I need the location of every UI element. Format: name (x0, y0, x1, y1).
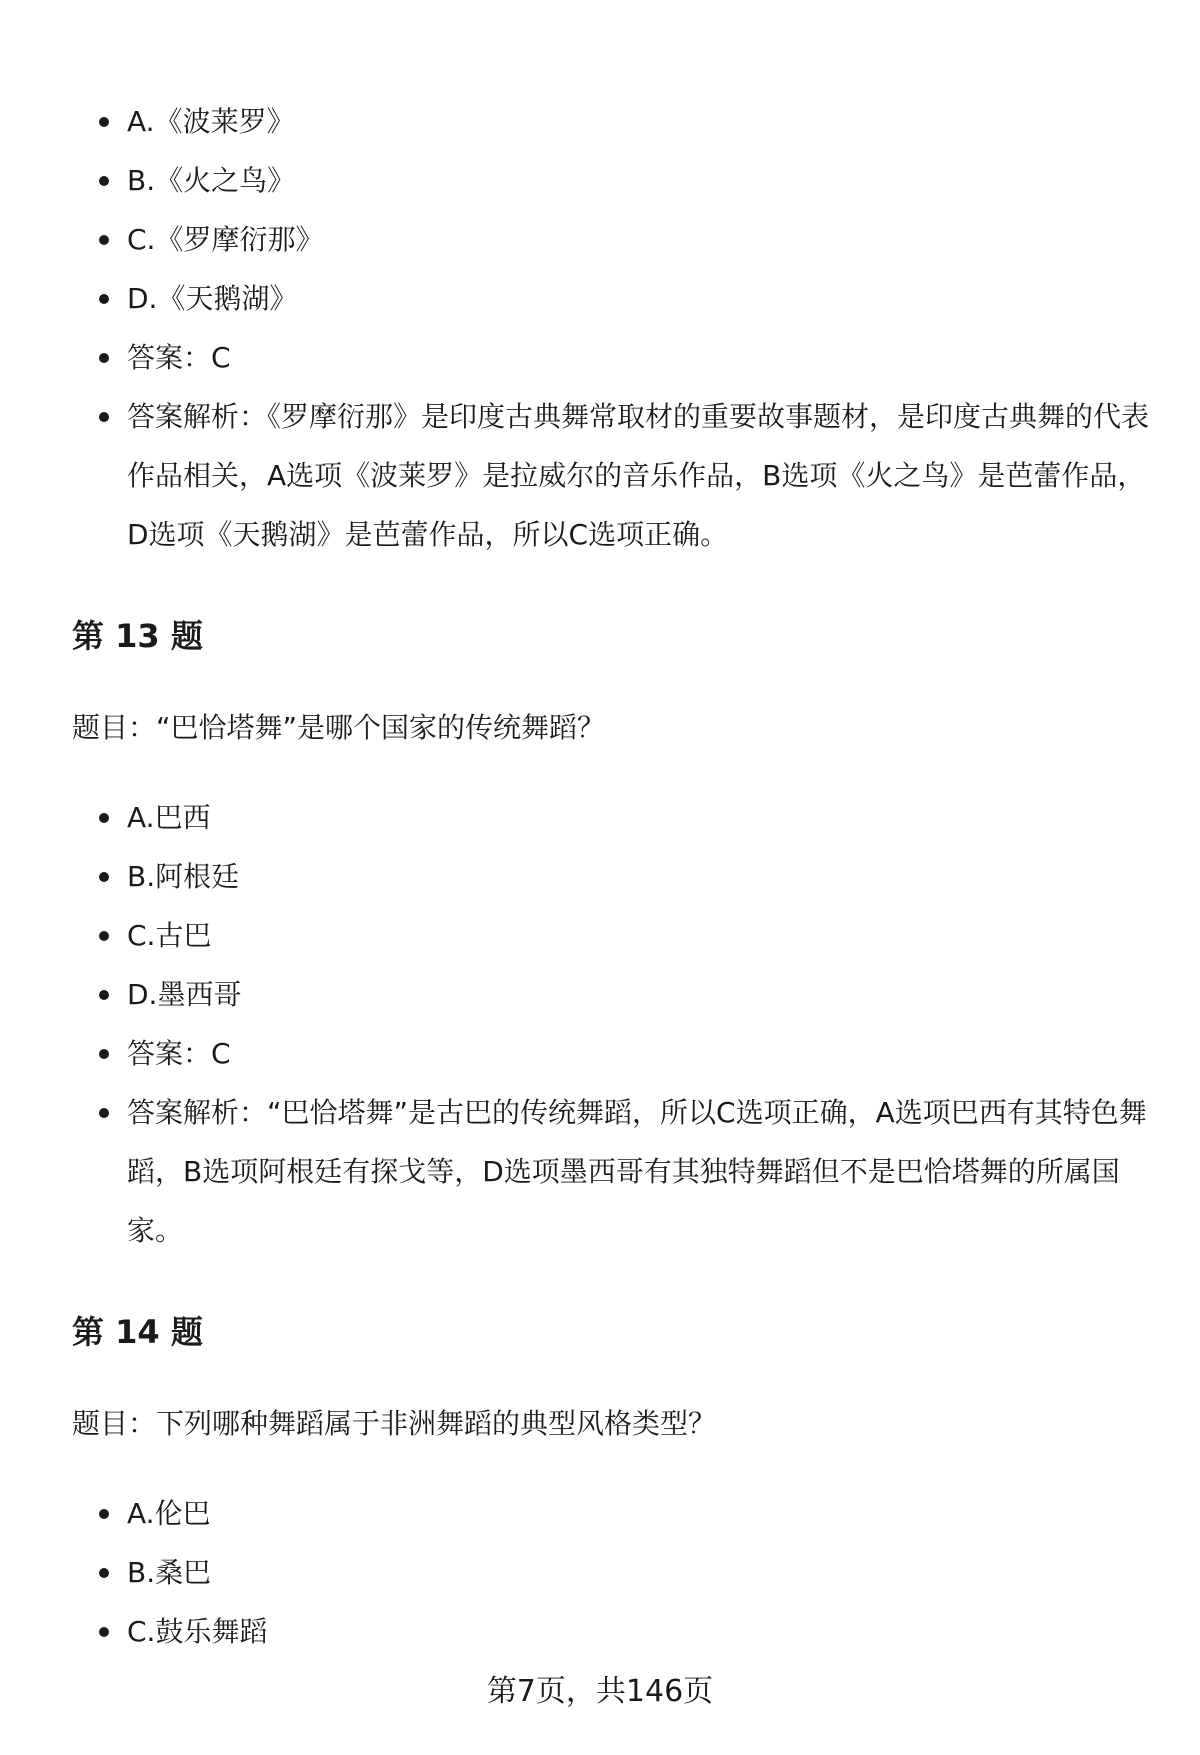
q12-option-c: C.《罗摩衍那》 (72, 210, 1152, 269)
q13-explanation: 答案解析：“巴恰塔舞”是古巴的传统舞蹈，所以C选项正确，A选项巴西有其特色舞蹈，B选项阿根廷有探戈等，D选项墨西哥有其独特舞蹈但不是巴恰塔舞的所属国家。 (72, 1083, 1152, 1260)
q12-answer: 答案：C (72, 328, 1152, 387)
q14-heading: 第 14 题 (72, 1313, 203, 1351)
q13-option-b: B.阿根廷 (72, 847, 1152, 906)
q13-option-c: C.古巴 (72, 906, 1152, 965)
q12-explanation: 答案解析：《罗摩衍那》是印度古典舞常取材的重要故事题材，是印度古典舞的代表作品相关，A选项《波莱罗》是拉威尔的音乐作品，B选项《火之鸟》是芭蕾作品，D选项《天鹅湖》是芭蕾作品，所以C选项正确。 (72, 387, 1152, 564)
page-content (72, 92, 1152, 1661)
q14-question: 题目：下列哪种舞蹈属于非洲舞蹈的典型风格类型？ (72, 1407, 717, 1440)
q14-option-b: B.桑巴 (72, 1543, 1152, 1602)
q13-answer: 答案：C (72, 1024, 1152, 1083)
page-number-footer: 第7页，共146页 (486, 1674, 714, 1709)
q13-question: 题目：“巴恰塔舞”是哪个国家的传统舞蹈？ (72, 711, 606, 744)
q12-option-list (72, 92, 1152, 564)
q13-option-a: A.巴西 (72, 788, 1152, 847)
q14-option-c: C.鼓乐舞蹈 (72, 1602, 1152, 1661)
q14-option-a: A.伦巴 (72, 1484, 1152, 1543)
q13-option-d: D.墨西哥 (72, 965, 1152, 1024)
q13-heading: 第 13 题 (72, 617, 203, 655)
q12-option-d: D.《天鹅湖》 (72, 269, 1152, 328)
q12-option-b: B.《火之鸟》 (72, 151, 1152, 210)
q13-option-list (72, 788, 1152, 1260)
q14-option-list (72, 1484, 1152, 1661)
q12-option-a: A.《波莱罗》 (72, 92, 1152, 151)
